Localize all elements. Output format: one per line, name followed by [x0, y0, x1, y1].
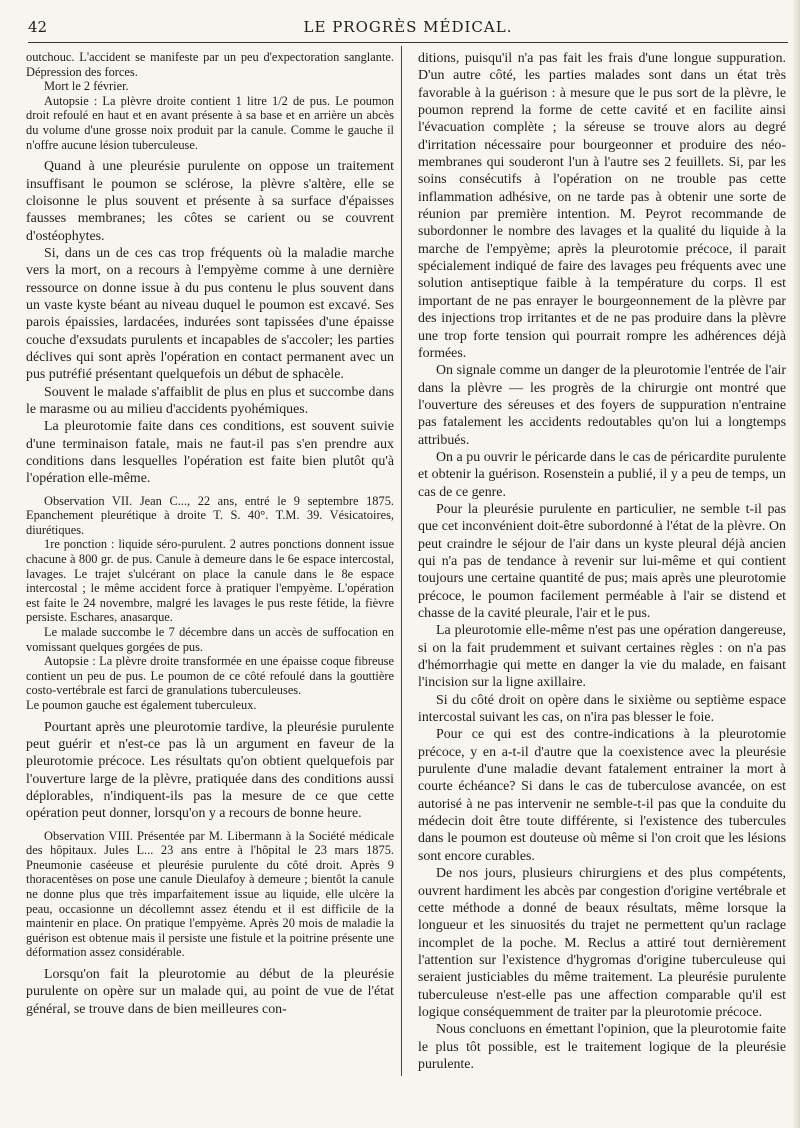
left-column	[26, 50, 394, 1018]
right-column-paragraph: On a pu ouvrir le péricarde dans le cas de péricardite purulente et obtenir la guérison. Rosenstein a publié, il y a peu de temps, un cas de ce genre.	[418, 449, 786, 500]
header-rule	[28, 42, 788, 43]
right-column-paragraph: Pour ce qui est des contre-indications à la pleurotomie précoce, y en a-t-il d'autre que la coexistence avec la pleurésie purulente d'une maladie devant fatalement entrainer la mort à courte échéance? Si dans le cas de tuberculose avancée, on est autorisé à ne pas intervenir ne semble-t-il pas que la conduite du médecin doit être toute différente, si l'existence des tubercules dans le poumon est douteuse où même si l'on croit que les lésions sont encore curables.	[418, 727, 786, 864]
right-column	[418, 50, 786, 1073]
left-column-paragraph: Autopsie : La plèvre droite transformée en une épaisse coque fibreuse contient un peu de pus. Le poumon de ce côté refoulé dans la gouttière costo-vertébrale est farci de granulations tuberculeuses.	[26, 654, 394, 698]
right-column-paragraph: Si du côté droit on opère dans le sixième ou septième espace intercostal suivant les cas, on n'ira pas blesser le foie.	[418, 692, 786, 726]
page-header	[28, 18, 788, 42]
left-column-paragraph: 1re ponction : liquide séro-purulent. 2 autres ponctions donnent issue chacune à 800 gr. de pus. Canule à demeure dans le 6e espace intercostal, lavages. Le trajet s'ulcérant on place la canule dans le 8e espace intercostal ; le même accident force à pratiquer l'empyème. L'opération est faite le 24 novembre, malgré les lavages le pus reste fétide, la fièvre persiste. Eschares, anasarque.	[26, 537, 394, 625]
right-column-paragraph: Nous concluons en émettant l'opinion, que la pleurotomie faite le plus tôt possible, est le traitement logique de la pleurésie purulente.	[418, 1022, 786, 1072]
journal-title: LE PROGRÈS MÉDICAL.	[303, 18, 513, 36]
left-column-paragraph: Si, dans un de ces cas trop fréquents où la maladie marche vers la mort, on a recours à l'empyème comme à une dernière ressource on donne issue à du pus contenu le plus souvent dans un vaste kyste béant au niveau duquel le poumon est excavé. Ses parois épaissies, lardacées, indurées sont tapissées d'une épaisse couche d'exsudats purulents et incapables de s'accoler; les parties déclives qui sont après l'opération en contact permanent avec un pus putréfié présentant quelquefois un début de sphacèle.	[26, 245, 394, 383]
column-divider	[401, 46, 402, 1076]
left-column-paragraph: Observation VII. Jean C..., 22 ans, entré le 9 septembre 1875. Epanchement pleurétique à droite T. S. 40°. T.M. 39. Vésicatoires, diurétiques.	[26, 493, 394, 537]
left-column-paragraph: Pourtant après une pleurotomie tardive, la pleurésie purulente peut guérir et n'est-ce pas là un argument en faveur de la pleurotomie précoce. Les résultats qu'on obtient quelquefois par l'ouverture large de la plèvre, pratiquée dans des conditions aussi déplorables, n'indiquent-ils pas la mesure de ce que cette opération peut donner, lorsqu'on y a recours de bonne heure.	[26, 719, 394, 822]
left-column-paragraph: outchouc. L'accident se manifeste par un peu d'expectoration sanglante. Dépression des forces.	[26, 50, 394, 79]
page-edge-shadow	[792, 0, 800, 1128]
left-column-paragraph: Le poumon gauche est également tuberculeux.	[26, 698, 257, 712]
left-column-paragraph: Observation VIII. Présentée par M. Libermann à la Société médicale des hôpitaux. Jules L... 23 ans entre à l'hôpital le 23 mars 1875. Pneumonie caséeuse et pleurésie purulente du côté droit. Après 9 thoracentèses on pose une canule Dieulafoy à demeure ; bientôt la canule ne donne plus que très imparfaitement issue au liquide, elle ulcère la peau, occasionne un décollemnt assez étendu et il est difficile de la maintenir en place. On pratique l'empyème. Après 20 mois de maladie la guérison est obtenue mais il persiste une fistule et la poitrine présente une déformation assez considérable.	[26, 828, 394, 960]
left-column-paragraph: Souvent le malade s'affaiblit de plus en plus et succombe dans le marasme ou au milieu d'accidents pyohémiques.	[26, 384, 394, 417]
left-column-paragraph: Lorsqu'on fait la pleurotomie au début de la pleurésie purulente on opère sur un malade qui, au point de vue de l'état général, se trouve dans de bien meilleures con-	[26, 967, 394, 1017]
right-column-paragraph: La pleurotomie elle-même n'est pas une opération dangereuse, si on la fait prudemment et suivant certaines règles : on n'a pas d'hémorrhagie qui mette en danger la vie du malade, en faisant l'incision sur la ligne axillaire.	[418, 623, 786, 691]
left-column-paragraph: Le malade succombe le 7 décembre dans un accès de suffocation en vomissant quelques gorgées de pus.	[26, 625, 394, 654]
page-number: 42	[28, 18, 48, 36]
right-column-paragraph: De nos jours, plusieurs chirurgiens et des plus compétents, ouvrent hardiment les abcès par congestion d'origine vertébrale et cette méthode a donné de beaux résultats, même lorsque la longueur et les sinuosités du trajet ne permettent qu'un raclage incomplet de la poche. M. Reclus a attiré tout dernièrement l'attention sur l'existence d'hygromas d'origine tuberculeuse qui seraient justiciables du même traitement. La pleurésie purulente tuberculeuse n'est-elle pas une affection comparable qu'il est logique conséquemment de traiter par la pleurotomie précoce.	[418, 866, 786, 1020]
right-column-paragraph: Pour la pleurésie purulente en particulier, ne semble t-il pas que cet inconvénient doit-être subordonné à l'état de la plèvre. On peut craindre le séjour de l'air dans un kyste pleural déjà ancien qui n'a pas de tendance à revenir sur lui-même et qui contient toujours une certaine quantité de pus; mais après une pleurotomie précoce, le poumon facilement perméable à l'air se distend et chasse de la cavité pleurale, l'air et le pus.	[418, 501, 786, 621]
right-column-paragraph: ditions, puisqu'il n'a pas fait les frais d'une longue suppuration. D'un autre côté, les parties malades sont dans un état très favorable à la guérison : à mesure que le pus sort de la plèvre, le poumon reprend la forme de cette cavité et en facilite ainsi l'évacuation complète ; la séreuse se trouve alors au degré d'irritation nécessaire pour bourgeonner et produire des néo-membranes qui souderont l'un à l'autre ses 2 feuillets. Si, par les soins consécutifs à l'opération on ne trouble pas cette inflammation adhésive, on ne tarde pas à obtenir une sorte de réunion par première intention. M. Peyrot recommande de subordonner le nombre des lavages et la qualité du liquide à la marche de l'empyème; après la pleurotomie précoce, il parait spécialement indiqué de faire des lavages peu fréquents avec une solution antiseptique faible à la température du corps. Il est important de ne pas enrayer le bourgeonnement de la plèvre par des injections trop irritantes et de ne pas produire dans la plèvre une trop forte tension qui pourrait rompre les adhérences déjà formées.	[418, 51, 786, 361]
left-column-paragraph: Mort le 2 février.	[44, 79, 129, 94]
right-column-paragraph: On signale comme un danger de la pleurotomie l'entrée de l'air dans la plèvre — les progrès de la chirurgie ont montré que l'ouverture des séreuses et des foyers de suppuration n'entraine pas fatalement les accidents redoutables qu'on lui a longtemps attribués.	[418, 363, 786, 448]
left-column-paragraph: Autopsie : La plèvre droite contient 1 litre 1/2 de pus. Le poumon droit refoulé en haut et en avant présente à sa base et en arrière un abcès du volume d'une grosse noix produit par la canule. Comme le gauche il n'offre aucune lésion tuberculeuse.	[26, 93, 394, 152]
left-column-paragraph: Quand à une pleurésie purulente on oppose un traitement insuffisant le poumon se sclérose, la plèvre s'altère, elle se cloisonne le plus souvent et présente à sa surface d'épaisses fausses membranes; les côtes se carient ou se couvrent d'ostéophytes.	[26, 159, 394, 244]
left-column-paragraph: La pleurotomie faite dans ces conditions, est souvent suivie d'une terminaison fatale, mais ne faut-il pas s'en prendre aux conditions dans lesquelles l'opération est faite bien plutôt qu'à l'opération elle-même.	[26, 419, 394, 487]
